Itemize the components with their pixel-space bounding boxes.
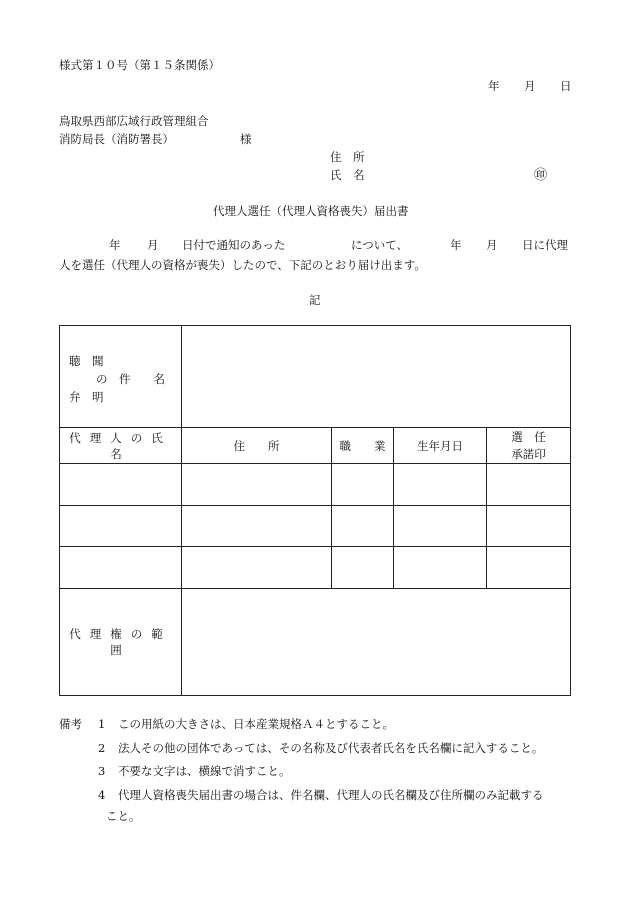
- remark-text: この用紙の大きさは、日本産業規格Ａ４とすること。: [118, 717, 394, 731]
- date-month-label: 月: [524, 79, 536, 93]
- remark-number: 2: [98, 741, 106, 755]
- header-approval-line-1: 選 任: [511, 429, 546, 444]
- header-approval-line-2: 承諾印: [511, 446, 546, 461]
- remark-number: 1: [98, 717, 106, 731]
- agent-name-cell[interactable]: [60, 464, 182, 506]
- body-year: 年: [109, 238, 121, 252]
- agent-header-row: [60, 428, 571, 464]
- agent-seal-cell[interactable]: [487, 506, 571, 547]
- agent-row: [60, 547, 571, 589]
- ki-heading: 記: [309, 293, 321, 307]
- agent-birthdate-cell[interactable]: [394, 547, 487, 589]
- agent-address-cell[interactable]: [182, 547, 332, 589]
- agent-row: [60, 464, 571, 506]
- body-month: 月: [147, 238, 159, 252]
- body-day-agent: 日に代理: [522, 238, 568, 252]
- document-title: 代理人選任（代理人資格喪失）届出書: [213, 204, 409, 218]
- hearing-label-2: の 件 名: [96, 372, 165, 386]
- addressee-honorific: 様: [240, 132, 252, 146]
- header-occupation: 職 業: [332, 428, 394, 464]
- remark-text-continued: こと。: [106, 809, 141, 823]
- hearing-label-1: 聴 聞: [69, 354, 104, 368]
- agent-row: [60, 506, 571, 547]
- remark-text: 法人その他の団体であっては、その名称及び代表者氏名を氏名欄に記入すること。: [118, 741, 544, 755]
- scope-row: [60, 589, 571, 696]
- agent-birthdate-cell[interactable]: [394, 464, 487, 506]
- applicant-name-label: 氏 名: [330, 168, 365, 182]
- hearing-label-cell: [60, 326, 182, 428]
- form-table: [59, 325, 571, 696]
- addressee-title: 消防局長（消防署長）: [59, 132, 174, 146]
- agent-name-cell[interactable]: [60, 547, 182, 589]
- remark-number: 3: [98, 764, 106, 778]
- date-day-label: 日: [560, 79, 572, 93]
- scope-input-cell[interactable]: [182, 589, 571, 696]
- remarks-label: 備考: [59, 717, 82, 731]
- agent-occupation-cell[interactable]: [332, 506, 394, 547]
- header-address: 住 所: [182, 428, 332, 464]
- hearing-label-3: 弁 明: [69, 390, 104, 404]
- addressee-organization: 鳥取県西部広域行政管理組合: [59, 114, 209, 128]
- applicant-address-label: 住 所: [330, 150, 365, 164]
- form-number: 様式第１０号（第１５条関係）: [59, 58, 220, 72]
- scope-label: 代理権の範囲: [60, 589, 182, 696]
- agent-seal-cell[interactable]: [487, 464, 571, 506]
- date-year-label: 年: [488, 79, 500, 93]
- header-agent-name: 代理人の氏名: [60, 428, 182, 464]
- hearing-row: [60, 326, 571, 428]
- agent-seal-cell[interactable]: [487, 547, 571, 589]
- remark-text: 不要な文字は、横線で消すこと。: [118, 764, 291, 778]
- agent-birthdate-cell[interactable]: [394, 506, 487, 547]
- header-birthdate: 生年月日: [394, 428, 487, 464]
- remark-text: 代理人資格喪失届出書の場合は、件名欄、代理人の氏名欄及び住所欄のみ記載する: [118, 788, 544, 802]
- agent-address-cell[interactable]: [182, 464, 332, 506]
- body-line-2: 人を選任（代理人の資格が喪失）したので、下記のとおり届け出ます。: [59, 258, 426, 272]
- body-date-notified: 日付で通知のあった: [182, 238, 286, 252]
- body-regarding: について、: [351, 238, 409, 252]
- seal-mark: ㊞: [534, 168, 548, 183]
- agent-address-cell[interactable]: [182, 506, 332, 547]
- body-year-2: 年: [450, 238, 462, 252]
- header-approval-seal: [487, 428, 571, 464]
- remark-number: 4: [98, 788, 106, 802]
- agent-name-cell[interactable]: [60, 506, 182, 547]
- case-name-input-cell[interactable]: [182, 326, 571, 428]
- agent-occupation-cell[interactable]: [332, 547, 394, 589]
- body-month-2: 月: [486, 238, 498, 252]
- agent-occupation-cell[interactable]: [332, 464, 394, 506]
